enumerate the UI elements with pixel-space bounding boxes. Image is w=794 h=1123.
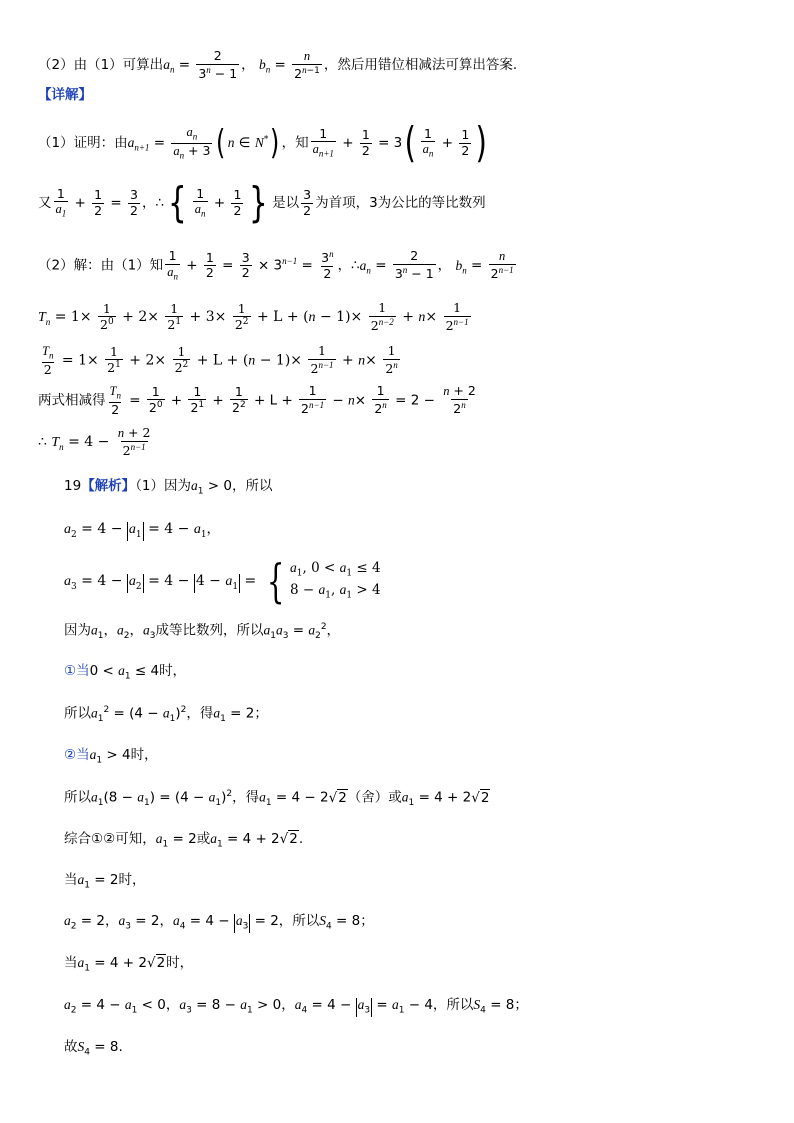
- text: （1）证明：由: [38, 135, 128, 151]
- text: 时，: [130, 747, 158, 763]
- text: ，所以: [232, 478, 273, 494]
- text: 因为: [64, 622, 91, 639]
- text: 当: [64, 872, 78, 888]
- proof-line-1: （1）证明：由$a_{n+1}$ = $\frac{a_n}{a_n + 3}$ ( n ∈ N*) ，知 $\frac{1}{a_{n+1}}$ + $\frac{1}{2}$ = 3( $\frac{1}{a_n}$ + $\frac{1}{2}$ ): [38, 118, 488, 167]
- text: ，得: [232, 789, 260, 806]
- text: 时，: [118, 872, 146, 888]
- text: ，∴: [337, 257, 360, 274]
- q19-intro: 19【解析】（1）因为$a_1 > 0$，所以: [64, 478, 273, 497]
- text: 为首项，3为公比的等比数列: [315, 195, 486, 211]
- s4-case2: $a_2 = 4 - a_1 < 0$，$a_3 = 8 - a_1 > 0$，$a_4 = 4 - a_3 = a_1 - 4$，所以$S_4 = 8$；: [64, 997, 528, 1016]
- when-a1-2: 当$a_1 = 2$时，: [64, 872, 146, 891]
- text: ，: [241, 57, 255, 74]
- case2-line: ②当$a_1 > 4$时，: [64, 747, 158, 766]
- text: 时，: [166, 955, 194, 971]
- text: 两式相减得: [38, 392, 106, 409]
- final-line: 故$S_4 = 8$.: [64, 1039, 123, 1058]
- text: ，所以: [278, 913, 320, 929]
- text: 所以: [64, 789, 91, 806]
- text: ，: [437, 257, 452, 274]
- proof-line-2: 又 $\frac{1}{a_1}$ + $\frac{1}{2}$ = $\frac{3}{2}$ ，∴{ $\frac{1}{a_n}$ + $\frac{1}{2}$ } 是以 $\frac{3}{2}$ 为首项，3为公比的等比数列: [38, 178, 486, 227]
- text: ，所以: [432, 997, 474, 1013]
- a3-line: $a_3 = 4 - a_2 = 4 - 4 - a_1$ = { $a_1$, $0 < a_1 \le 4$ $8 - a_1$, $a_1 > 4$: [64, 554, 381, 608]
- text: 故: [64, 1039, 78, 1055]
- text: ，: [103, 622, 117, 639]
- text: 或: [196, 831, 211, 847]
- analysis-tag: 【解析】: [81, 478, 136, 494]
- text: ，得: [186, 705, 214, 722]
- text: （2）解：由（1）知: [38, 257, 164, 274]
- when-a1-sqrt: 当$a_1 = 4 + 2√2$时，: [64, 955, 194, 974]
- text: （1）因为: [135, 478, 192, 494]
- text: 成等比数列，所以: [155, 622, 264, 639]
- text: 综合①②可知，: [64, 831, 156, 847]
- tn-half-formula: $\frac{T_n}{2}$ = 1× $\frac{1}{2^1}$ + 2× $\frac{1}{2^2}$ + L + (n − 1)× $\frac{1}{2^{n-1}}$ + n× $\frac{1}{2^n}$: [42, 343, 398, 377]
- text: ，∴: [141, 195, 165, 211]
- tn-result: ∴ $T_n = 4$ − $\frac{n + 2}{2^{n-1}}$: [38, 425, 151, 458]
- case1-result: 所以$a_1^2 = (4 - a_1)^2$，得$a_1 = 2$；: [64, 705, 268, 725]
- text: ，: [165, 997, 180, 1013]
- geo-line: 因为$a_1$，$a_2$，$a_3$成等比数列，所以$a_1a_3 = a_2^2$，: [64, 622, 341, 642]
- text: ，知: [281, 135, 309, 151]
- case-label: ①当: [64, 663, 90, 679]
- combine-line: 综合①②可知，$a_1 = 2$或$a_1 = 4 + 2√2$.: [64, 831, 304, 850]
- text: ，: [159, 913, 173, 929]
- subtract-line: 两式相减得 $\frac{T_n}{2}$ = $\frac{1}{2^0}$ + $\frac{1}{2^1}$ + $\frac{1}{2^2}$ + L + $\frac{1}{2^{n-1}}$ − n× $\frac{1}{2^n}$ = 2 − $\frac{n + 2}{2^n}$: [38, 383, 476, 417]
- tn-formula: $T_n = 1\times$ $\frac{1}{2^0}$ + 2× $\frac{1}{2^1}$ + 3× $\frac{1}{2^2}$ + L + (n − 1)× $\frac{1}{2^{n-2}}$ + n× $\frac{1}{2^{n-1}}$: [38, 300, 469, 333]
- text: 所以: [64, 705, 91, 722]
- text: （2）由（1）可算出: [38, 57, 164, 74]
- text: ，然后用错位相减法可算出答案.: [323, 57, 518, 74]
- part2-line: （2）解：由（1）知 $\frac{1}{a_n}$ + $\frac{1}{2}$ = $\frac{3}{2}$ × $3^{n-1}$ = $\frac{3^n}{2}$ ，$\therefore a_n$ = $\frac{2}{3^n - 1}$ ， $b_n$ = $\frac{n}{2^{n-1}}$: [38, 248, 514, 282]
- solution-hint-line: （2）由（1）可算出$a_n$ = $\frac{2}{3^n - 1}$ ， $b_n$ = $\frac{n}{2^{n-1}}$ ，然后用错位相减法可算出答案.: [38, 48, 518, 81]
- text: 时，: [159, 663, 187, 679]
- detail-heading: 【详解】: [38, 87, 92, 103]
- text: （舍）或: [347, 789, 402, 806]
- case-label: ②当: [64, 747, 90, 763]
- text: 又: [38, 195, 52, 211]
- text: 当: [64, 955, 78, 971]
- text: ，: [104, 913, 119, 929]
- s4-case1: $a_2 = 2$，$a_3 = 2$，$a_4 = 4 - a_3 = 2$，所以$S_4 = 8$；: [64, 913, 374, 932]
- a2-line: $a_2 = 4 - a_1 = 4 - a_1$，: [64, 521, 221, 540]
- case1-line: ①当$0 < a_1 \le 4$时，: [64, 663, 187, 682]
- case2-result: 所以$a_1(8 - a_1) = (4 - a_1)^2$，得$a_1 = 4 - 2√2$（舍）或$a_1 = 4 + 2√2$: [64, 789, 490, 809]
- text: ，: [129, 622, 143, 639]
- text: 是以: [272, 195, 300, 211]
- text: ，: [281, 997, 295, 1013]
- question-number: 19: [64, 478, 82, 494]
